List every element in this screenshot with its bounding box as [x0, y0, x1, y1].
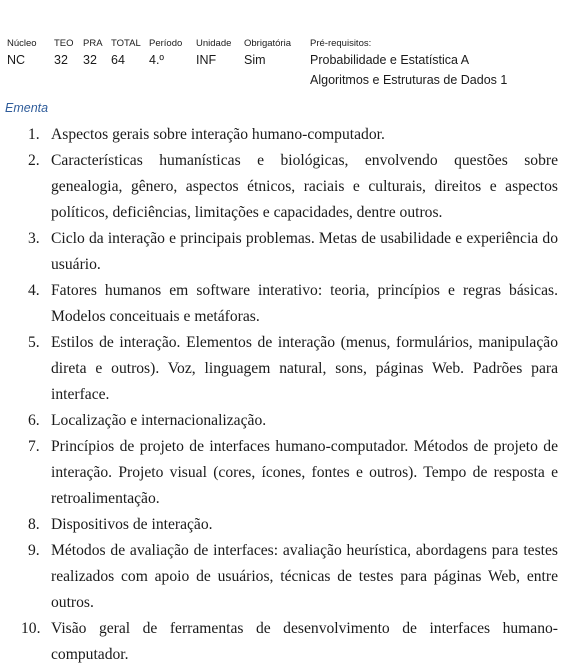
- nucleo-value: NC: [7, 53, 26, 67]
- item-number: 6.: [28, 412, 40, 429]
- list-item: [0, 616, 568, 668]
- list-item: [0, 278, 568, 330]
- teo-value: 32: [54, 53, 68, 67]
- teo-label: TEO: [54, 38, 74, 49]
- item-number: 9.: [28, 542, 40, 559]
- nucleo-label: Núcleo: [7, 38, 37, 49]
- col-total: [111, 38, 141, 68]
- item-text: Dispositivos de interação.: [51, 516, 213, 533]
- item-text: Estilos de interação. Elementos de interação (menus, formulários, manipulação direta e outros). Voz, linguagem natural, sons, páginas Web. Padrões para interface.: [51, 334, 558, 403]
- list-item: [0, 434, 568, 512]
- unidade-label: Unidade: [196, 38, 232, 49]
- list-item: [0, 226, 568, 278]
- item-text: Localização e internacionalização.: [51, 412, 267, 429]
- col-nucleo: [7, 38, 37, 68]
- item-text: Ciclo da interação e principais problemas. Metas de usabilidade e experiência do usuário.: [51, 230, 558, 273]
- item-text: Aspectos gerais sobre interação humano-computador.: [51, 126, 385, 143]
- total-label: TOTAL: [111, 38, 141, 49]
- pra-label: PRA: [83, 38, 103, 49]
- item-number: 5.: [28, 334, 40, 351]
- item-number: 3.: [28, 230, 40, 247]
- list-item: [0, 122, 568, 148]
- section-title-ementa: Ementa: [5, 101, 49, 115]
- list-item: [0, 408, 568, 434]
- item-number: 2.: [28, 152, 40, 169]
- col-periodo: [149, 38, 182, 68]
- periodo-value: 4.º: [149, 53, 164, 67]
- item-number: 8.: [28, 516, 40, 533]
- item-text: Características humanísticas e biológicas, envolvendo questões sobre genealogia, gênero, aspectos étnicos, raciais e culturais, direitos e aspectos políticos, deficiências, limitações e capacidades, dentre outros.: [51, 152, 558, 221]
- list-item: [0, 538, 568, 616]
- item-number: 10.: [21, 620, 41, 637]
- col-obrigatoria: [244, 38, 291, 68]
- col-pra: [83, 38, 103, 68]
- ementa-list: [0, 122, 568, 668]
- item-number: 7.: [28, 438, 40, 455]
- item-number: 4.: [28, 282, 40, 299]
- obrigatoria-value: Sim: [244, 53, 266, 67]
- item-text: Princípios de projeto de interfaces humano-computador. Métodos de projeto de interação. Projeto visual (cores, ícones, fontes e outros). Tempo de resposta e retroalimentação.: [51, 438, 558, 507]
- unidade-value: INF: [196, 53, 217, 67]
- list-item: [0, 330, 568, 408]
- list-item: [0, 512, 568, 538]
- col-teo: [54, 38, 74, 68]
- pra-value: 32: [83, 53, 97, 67]
- list-item: [0, 148, 568, 226]
- item-number: 1.: [28, 126, 40, 143]
- prerequisite-item: Probabilidade e Estatística A: [310, 53, 470, 67]
- col-prerequisitos: [310, 38, 507, 88]
- total-value: 64: [111, 53, 125, 67]
- item-text: Visão geral de ferramentas de desenvolvimento de interfaces humano-computador.: [51, 620, 558, 663]
- obrigatoria-label: Obrigatória: [244, 38, 291, 49]
- prerequisite-item: Algoritmos e Estruturas de Dados 1: [310, 73, 508, 87]
- col-unidade: [196, 38, 231, 68]
- prerequisitos-label: Pré-requisitos:: [310, 38, 372, 49]
- periodo-label: Período: [149, 38, 183, 49]
- item-text: Métodos de avaliação de interfaces: avaliação heurística, abordagens para testes realizados com apoio de usuários, técnicas de testes para páginas Web, entre outros.: [51, 542, 558, 611]
- item-text: Fatores humanos em software interativo: teoria, princípios e regras básicas. Modelos conceituais e metáforas.: [51, 282, 558, 325]
